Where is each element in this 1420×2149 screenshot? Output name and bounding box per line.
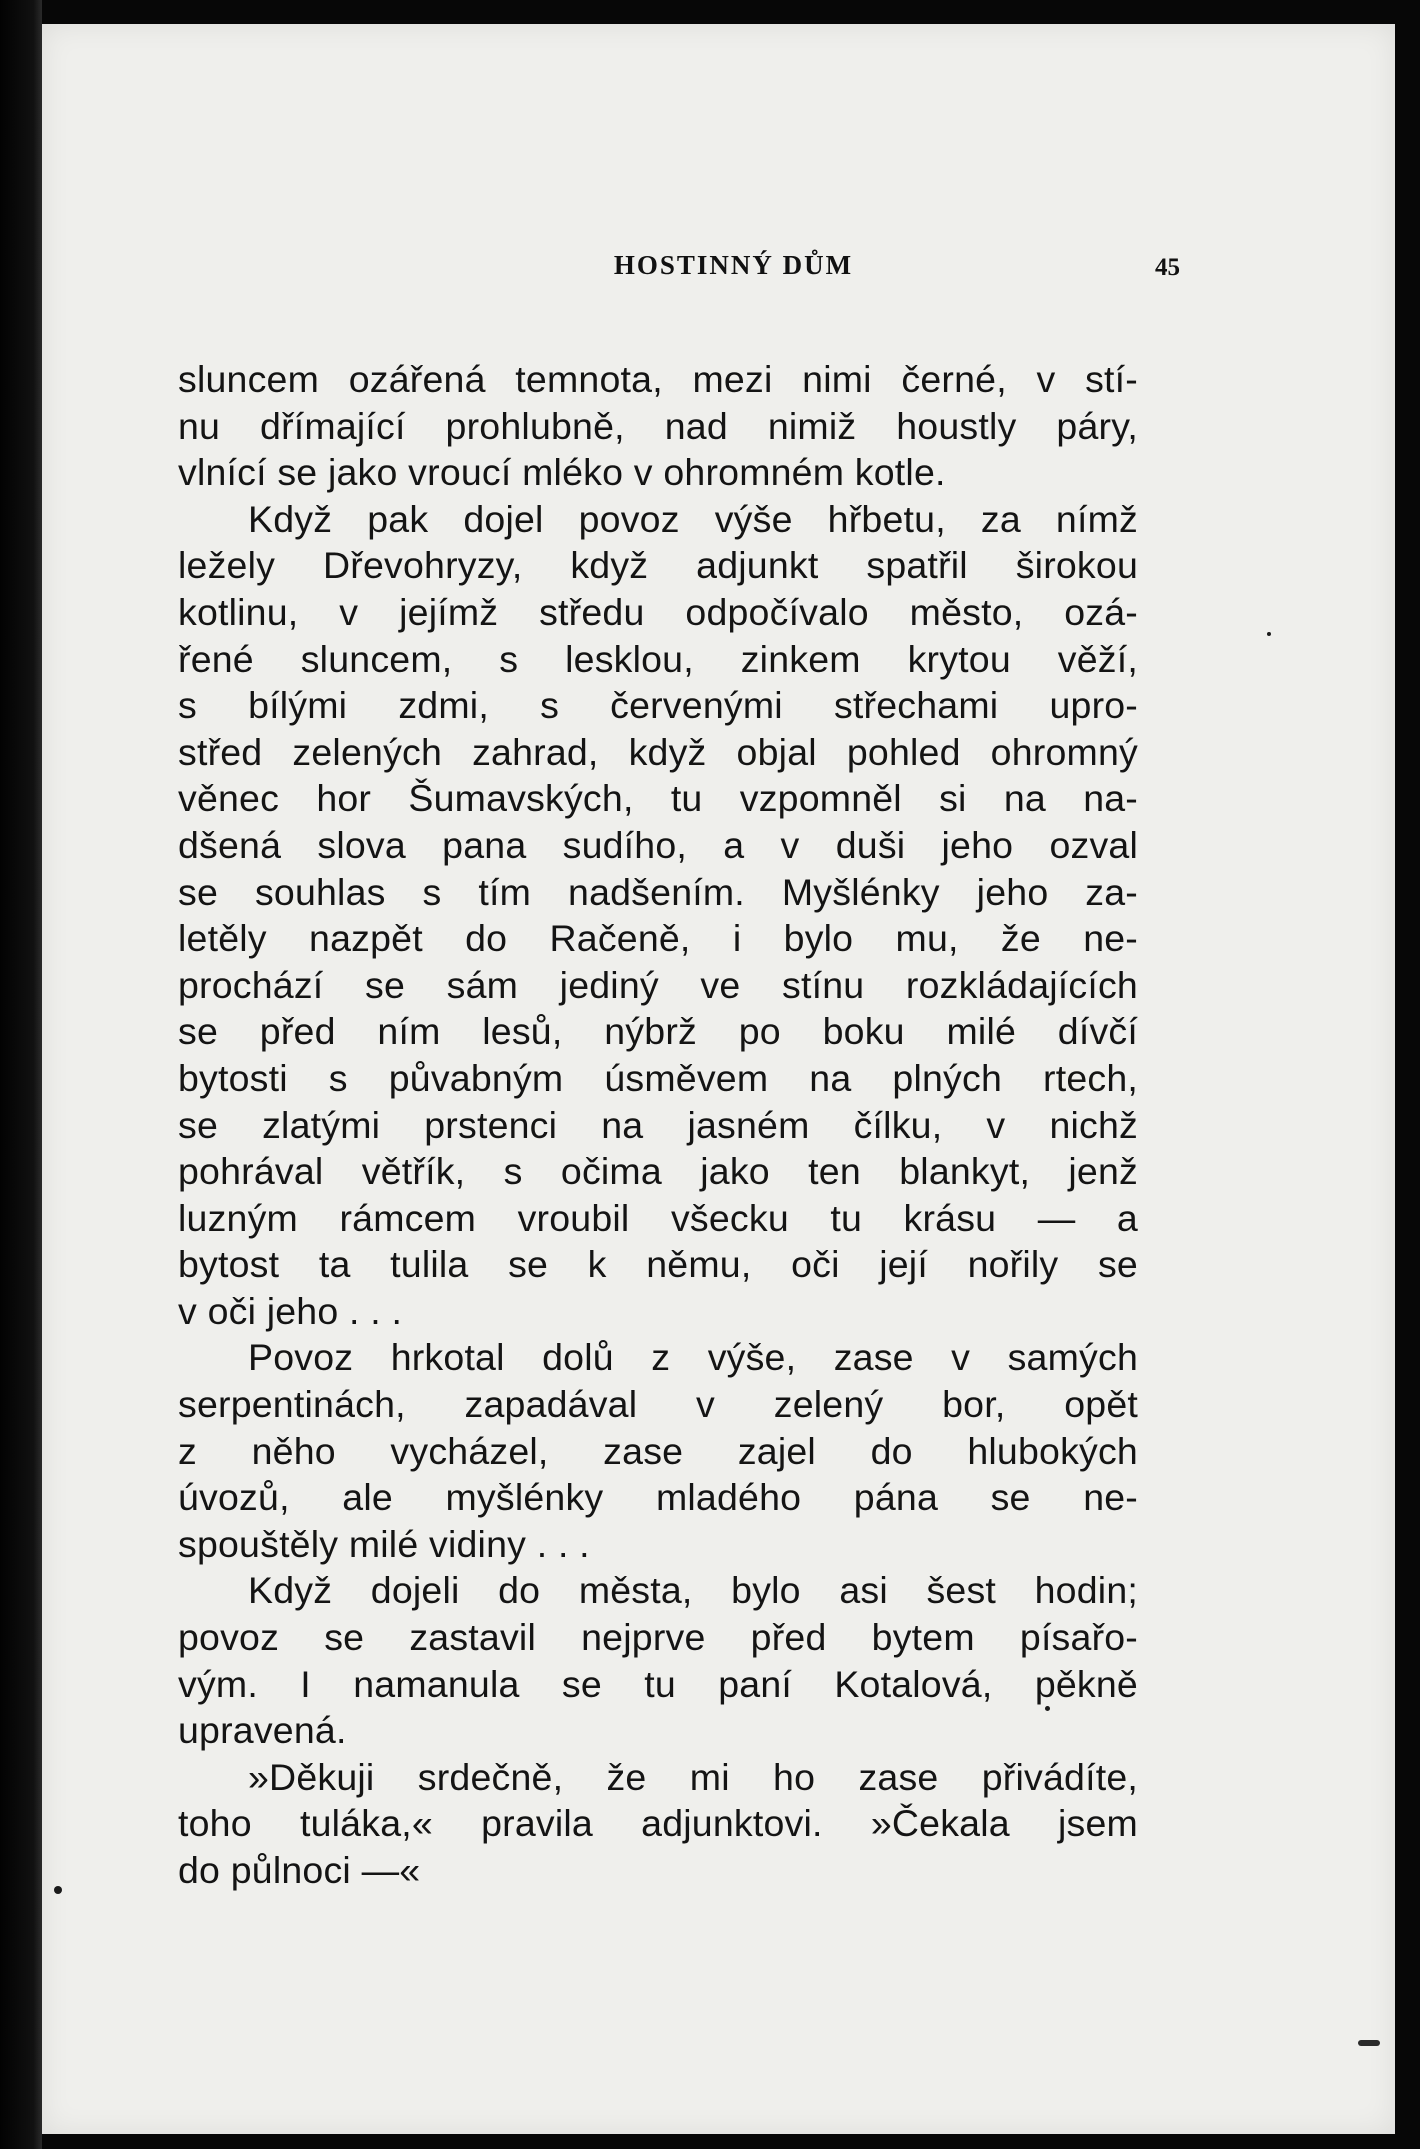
text-line: bytosti s půvabným úsměvem na plných rtech, xyxy=(178,1056,1138,1099)
text-line: povoz se zastavil nejprve před bytem písařo- xyxy=(178,1616,1138,1659)
running-title: HOSTINNÝ DŮM xyxy=(613,250,854,280)
body-text xyxy=(178,356,1138,1894)
print-speck xyxy=(1045,1706,1050,1711)
text-line: se zlatými prstenci na jasném čílku, v nichž xyxy=(178,1103,1138,1146)
text-line: Když dojeli do města, bylo asi šest hodin; xyxy=(248,1569,1138,1612)
text-line: v oči jeho . . . xyxy=(178,1289,403,1332)
text-line: do půlnoci —« xyxy=(178,1849,421,1891)
text-line: nu dřímající prohlubně, nad nimiž houstly páry, xyxy=(178,404,1138,447)
text-line: vým. I namanula se tu paní Kotalová, pěkně xyxy=(178,1662,1138,1705)
print-speck xyxy=(1358,2040,1380,2046)
text-line: luzným rámcem vroubil všecku tu krásu — a xyxy=(178,1196,1138,1239)
text-line: sluncem ozářená temnota, mezi nimi černé, v stí- xyxy=(178,358,1138,400)
text-line: se souhlas s tím nadšením. Myšlénky jeho za- xyxy=(178,870,1138,913)
text-line: upravená. xyxy=(178,1709,347,1752)
text-line: s bílými zdmi, s červenými střechami upro- xyxy=(178,684,1138,727)
text-line: letěly nazpět do Račeně, i bylo mu, že ne- xyxy=(178,917,1138,960)
text-line: úvozů, ale myšlénky mladého pána se ne- xyxy=(178,1476,1138,1519)
text-line: střed zelených zahrad, když objal pohled ohromný xyxy=(178,730,1138,773)
text-line: se před ním lesů, nýbrž po boku milé dívčí xyxy=(178,1010,1138,1053)
text-line: ležely Dřevohryzy, když adjunkt spatřil širokou xyxy=(178,544,1138,587)
text-line: spouštěly milé vidiny . . . xyxy=(178,1522,590,1565)
book-page xyxy=(42,24,1395,2134)
text-line: »Děkuji srdečně, že mi ho zase přivádíte, xyxy=(248,1755,1138,1798)
text-line: vlnící se jako vroucí mléko v ohromném kotle. xyxy=(178,451,946,494)
text-line: kotlinu, v jejímž středu odpočívalo město, ozá- xyxy=(178,590,1138,633)
text-line: Povoz hrkotal dolů z výše, zase v samých xyxy=(248,1336,1138,1379)
running-head xyxy=(42,250,1395,290)
print-speck xyxy=(1267,632,1271,636)
text-line: Když pak dojel povoz výše hřbetu, za nímž xyxy=(248,497,1138,540)
text-line: serpentinách, zapadával v zelený bor, opět xyxy=(178,1383,1138,1426)
print-speck xyxy=(54,1886,62,1894)
text-line: toho tuláka,« pravila adjunktovi. »Čekala jsem xyxy=(178,1802,1138,1845)
text-line: řené sluncem, s lesklou, zinkem krytou věží, xyxy=(178,637,1138,680)
text-line: věnec hor Šumavských, tu vzpomněl si na na- xyxy=(178,777,1138,820)
page-number: 45 xyxy=(1155,254,1180,281)
book-spine-shadow xyxy=(0,0,42,2149)
text-line: z něho vycházel, zase zajel do hlubokých xyxy=(178,1429,1138,1472)
text-line: prochází se sám jediný ve stínu rozkládajících xyxy=(178,963,1138,1006)
text-line: bytost ta tulila se k němu, oči její nořily se xyxy=(178,1243,1138,1286)
text-line: pohrával větřík, s očima jako ten blankyt, jenž xyxy=(178,1150,1138,1193)
text-line: dšená slova pana sudího, a v duši jeho ozval xyxy=(178,823,1138,866)
